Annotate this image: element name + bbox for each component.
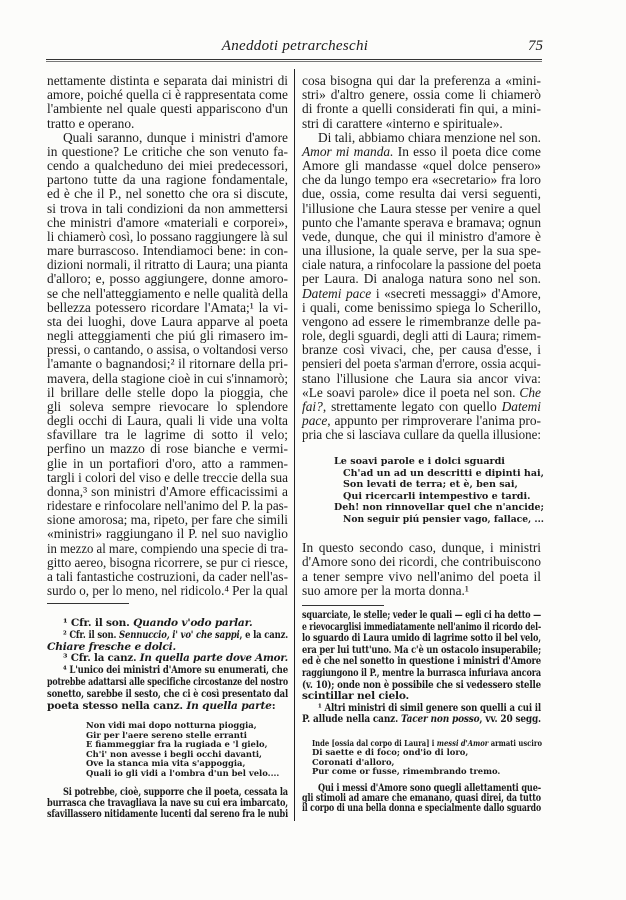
text-segment: scintillar nel cielo. <box>302 690 410 703</box>
text-line <box>86 749 262 759</box>
italic-title: messi d'Amor <box>436 738 489 748</box>
text-segment: gli soleva sempre rievocare lo splendore <box>47 398 288 414</box>
text-segment: li chiamerò così, lo possano raggiungere là sul <box>47 228 288 244</box>
text-line <box>302 427 549 443</box>
text-segment: Qui i messi d'Amore sono quegli allettamenti que- <box>318 782 541 794</box>
text-segment: il brillare delle stelle dopo la pioggia, che <box>47 384 288 400</box>
line-text <box>47 808 288 820</box>
text-segment: Di tali, abbiamo chiara menzione nel son. <box>318 129 541 145</box>
text-segment: a tali fantastiche costruzioni, da cader nell'as- <box>47 568 288 584</box>
line-text <box>302 679 541 691</box>
text-segment: , appunto per rimproverare l'anima pro- <box>327 413 541 429</box>
line-text <box>302 583 469 599</box>
text-segment: In questo secondo caso, dunque, i ministri <box>302 540 541 555</box>
line-text <box>302 427 541 443</box>
text-segment: Coronati d'alloro, <box>312 756 395 767</box>
text-segment: che da lungo tempo era «secretario» fra loro <box>302 172 541 188</box>
line-text <box>63 617 252 629</box>
line-text <box>47 700 275 712</box>
text-segment: stano l'illusione che Laura sia ancor viva: <box>302 370 541 386</box>
line-text <box>86 749 262 759</box>
text-segment: mare burrascoso. Intendiamoci bene: in con- <box>47 243 288 259</box>
text-segment: il corpo di una bella donna e specialmente dallo sguardo <box>302 802 541 815</box>
line-text <box>63 652 288 664</box>
italic-title: fai? <box>302 398 323 414</box>
text-line <box>334 502 547 513</box>
text-segment: : <box>271 699 276 712</box>
line-text <box>302 632 541 644</box>
text-segment: Gir per l'aere sereno stelle erranti <box>86 729 247 740</box>
text-segment: surdo o, per lo meno, nel ridicolo.⁴ Per la qual <box>47 583 288 599</box>
text-segment: Ove la stanca mia vita s'appoggia, <box>86 758 246 769</box>
text-segment: nettamente distinta e separata dai ministri di <box>47 73 288 88</box>
text-line <box>302 621 626 633</box>
italic-title: Tacer non posso <box>400 713 480 726</box>
line-text <box>334 456 505 467</box>
italic-title: Chiare fresche e dolci. <box>47 640 176 653</box>
text-segment: sonetto, sarebbe il sesto, che ci è così presentato dal <box>47 687 288 700</box>
text-line <box>63 617 252 629</box>
text-segment: lo sguardo di Laura umido di lagrime sotto il bel velo, <box>302 632 541 645</box>
text-segment: ¹ Cfr. il son. <box>63 617 134 629</box>
text-line <box>302 655 600 667</box>
text-line <box>47 583 294 599</box>
text-line <box>343 468 545 479</box>
text-segment: e rievocarglisi immediatamente nell'animo il ricordo del- <box>302 620 541 633</box>
text-line <box>312 766 500 776</box>
text-segment: l'illusione che Laura stesse per venire a quel <box>302 200 541 216</box>
line-text <box>318 702 541 714</box>
text-segment: ¹ Altri ministri di simil genere son quelli a cui il <box>318 701 541 714</box>
text-segment: sfavillare tra le lagrime di sotto il velo; <box>47 427 288 443</box>
italic-title: Che <box>519 384 541 400</box>
text-segment: ed è che nel sonetto in questione i ministri d'Amore <box>302 655 541 668</box>
text-segment: targli i colori del viso e delle treccie della sua <box>47 469 288 485</box>
text-segment: donna,³ son ministri d'Amore efficacissimi a <box>47 483 288 499</box>
text-segment: glie in un portafiori d'oro, atto a rammen- <box>47 455 288 471</box>
text-segment: in questione? Le critiche che son venuto fa- <box>47 143 288 159</box>
running-header-title: Aneddoti petrarcheschi <box>221 38 369 54</box>
text-segment: Ch'ad un ad un descritti e dipinti hai, <box>343 467 544 479</box>
text-segment: partono tutte da una ragione fondamentale, <box>47 172 288 188</box>
text-segment: mavera, della stagione cioè in cui s'innamorò; <box>47 370 288 386</box>
italic-title: In quella parte <box>186 699 272 712</box>
text-segment: l'amante o bagnandosi;² il ritornare della pri- <box>47 356 288 372</box>
text-segment: di fronte a quelli considerati fin qui, a mini- <box>302 101 541 117</box>
text-line <box>318 702 593 714</box>
text-segment: ed è che il P., nel sonetto che ora si discute, <box>47 186 288 202</box>
text-line <box>343 514 554 525</box>
text-segment: Non seguir piú pensier vago, fallace, ... <box>343 513 544 525</box>
line-text <box>302 802 541 814</box>
text-segment: role, degli sguardi, degli atti di Laura; rimem- <box>302 328 541 344</box>
text-line <box>302 690 409 702</box>
text-line <box>302 667 615 679</box>
text-line <box>343 479 518 490</box>
text-segment: punto che l'amante sperava e bramava; ognun <box>302 214 541 230</box>
text-segment: pria che si lasciava cullare da quella illusione: <box>302 427 541 443</box>
line-text <box>302 655 541 667</box>
text-line <box>86 739 268 749</box>
line-text <box>86 730 247 740</box>
line-text <box>302 713 541 725</box>
text-segment: «Le soavi parole» dice il poeta nel son. <box>302 384 520 400</box>
text-line <box>302 802 626 814</box>
text-line <box>302 632 611 644</box>
text-segment: stri» d'altro genere, ossia come li chiamerò <box>302 87 541 103</box>
text-line <box>302 713 585 725</box>
text-segment: pensieri del poeta s'arman d'errore, ossia acqui- <box>302 356 541 372</box>
line-text <box>47 641 176 653</box>
text-line <box>47 700 275 712</box>
italic-title: Datemi pace <box>302 285 372 301</box>
text-segment: dizioni normali, il ritratto di Laura; una pianta <box>47 257 288 273</box>
line-text <box>302 609 541 621</box>
text-segment: potrebbe adattarsi alle specifiche circostanze del nostro <box>47 676 288 688</box>
italic-title: Sennuccio, i' vo' che sappi <box>119 628 240 641</box>
page-number: 75 <box>528 38 543 54</box>
text-segment: P. allude nella canz. <box>302 713 401 726</box>
text-segment: , strettamente legato con quello <box>322 398 502 414</box>
text-segment: pressi, o cantando, o assisa, o voltandosi verso <box>47 342 288 358</box>
line-text <box>343 491 531 502</box>
text-segment: tratto e operano. <box>47 115 135 131</box>
text-segment: cosa bisogna qui dar la preferenza a «mini- <box>302 73 541 88</box>
column-divider <box>294 69 295 821</box>
line-text <box>86 720 257 730</box>
text-segment: Quali io gli vidi a l'ombra d'un bel velo.... <box>86 768 280 778</box>
text-segment: Qui ricercarli intempestivo e tardi. <box>343 490 531 502</box>
text-line <box>302 583 469 599</box>
text-segment: per Laura. Di analoga natura sono nel son. <box>302 271 541 287</box>
italic-title: pace <box>302 413 328 429</box>
text-segment: , vv. 20 segg. <box>479 713 541 726</box>
text-segment: E fiammeggiar fra la rugiada e 'l gielo, <box>86 739 268 750</box>
text-segment: se che nell'atteggiamento e nelle qualità della <box>47 285 288 301</box>
line-text <box>302 621 541 633</box>
text-segment: ² Cfr. il son. <box>63 628 120 641</box>
line-text <box>343 479 518 490</box>
line-text <box>47 583 288 599</box>
line-text <box>302 644 541 656</box>
text-segment: i «secreti messaggi» d'Amore, <box>371 285 541 301</box>
text-segment: , e la canz. <box>239 628 288 641</box>
text-segment: ridestare e rinfocolare nell'animo del P. la pas- <box>47 498 288 514</box>
line-text <box>86 768 279 778</box>
text-segment: sione amorosa; ma, ripeto, per fare che simili <box>47 512 288 528</box>
text-segment: ciale natura, a rinfocolare la passione del poeta <box>302 257 541 273</box>
line-text <box>343 514 544 525</box>
text-line <box>86 730 247 740</box>
text-line <box>63 652 295 664</box>
line-text <box>86 758 245 768</box>
text-segment: vengono ad essere le rimembranze delle pa- <box>302 313 541 329</box>
text-segment: due, ossia, come resulta dai versi seguenti, <box>302 186 541 202</box>
footnote-rule-left <box>47 603 129 604</box>
text-segment: perfino un mazzo di rose bianche e vermi- <box>47 441 288 457</box>
text-segment: «ministri» raggiungano il P. nel suo naviglio <box>47 526 288 542</box>
text-line <box>302 644 605 656</box>
text-segment: branze così vivaci, che, per causa d'esse, i <box>302 342 541 358</box>
text-segment: Inde [ossia dal corpo di Laura] i <box>312 738 437 748</box>
text-segment: l'ambiente nel quale questi appariscono d'un <box>47 101 288 117</box>
footnote-rule-right <box>302 605 384 606</box>
line-text <box>343 468 544 479</box>
line-text <box>47 688 288 700</box>
text-segment: burrasca che travagliava la nave su cui era imbarcato, <box>47 797 288 809</box>
text-segment: poeta stesso nella canz. <box>47 699 187 712</box>
italic-title: Quando v'odo parlar. <box>133 617 253 629</box>
italic-title: In quella parte dove Amor. <box>139 652 288 665</box>
text-line <box>86 720 257 730</box>
text-segment: amore, poiché quella ci è rappresentata come <box>47 87 288 103</box>
text-segment: d'Amore sono dei ricordi, che contribuiscono <box>302 554 541 570</box>
text-segment: a tener sempre vivo nell'animo del poeta il <box>302 568 541 584</box>
line-text <box>63 629 288 641</box>
text-segment: gitto aereo, bisogna ricorrere, se pur ci riesce, <box>47 554 288 570</box>
text-segment: Ch'i' non avesse i begli occhi davanti, <box>86 748 262 759</box>
text-line <box>86 768 279 778</box>
text-line <box>86 758 245 768</box>
text-segment: armati usciro <box>488 738 542 748</box>
line-text <box>334 502 544 513</box>
text-line <box>47 641 176 653</box>
text-segment: vede, dunque, che qui il ministro d'amore è <box>302 228 541 244</box>
text-segment: ³ Cfr. la canz. <box>63 652 140 665</box>
text-segment: che ministri d'amore «materiali e corporei», <box>47 214 288 230</box>
line-text <box>63 664 288 676</box>
text-segment: una illusione, la quale serve, per la sua spe- <box>302 243 541 259</box>
text-segment: d'alloro; e, posso aggiungere, donne amoro- <box>47 271 288 287</box>
text-segment: Di saette e di foco; ond'io di loro, <box>312 747 469 758</box>
line-text <box>47 676 288 688</box>
text-segment: degli occhi di Laura, quali li vide una volta <box>47 413 288 429</box>
header-rule <box>46 59 542 62</box>
text-segment: stri di carattere «interno e spirituale». <box>302 115 503 131</box>
line-text <box>86 739 268 749</box>
text-line <box>334 456 505 467</box>
text-segment: si trova in tali condizioni da non ammettersi <box>47 200 288 216</box>
text-segment: Quali saranno, dunque i ministri d'amore <box>63 129 288 145</box>
text-segment: Non vidi mai dopo notturna pioggia, <box>86 720 257 730</box>
text-segment: In esso il poeta dice come <box>393 143 541 159</box>
text-segment: era per lui tutt'uno. Ma c'è un ostacolo insuperabile; <box>302 643 541 656</box>
text-segment: cendo a qualcheduno dei miei predecessori, <box>47 158 288 174</box>
line-text <box>302 690 409 702</box>
text-segment: sta dei luoghi, dove Laura apparve al poeta <box>47 313 288 329</box>
line-text <box>302 667 541 679</box>
text-segment: suo amore per la morta donna.¹ <box>302 582 469 598</box>
text-segment: raggiungono il P., mentre la burrasca infuriava ancora <box>302 667 541 679</box>
text-segment: bellezza potessero ricordare l'Amata;¹ la vi- <box>47 299 288 315</box>
text-segment: ⁴ L'unico dei ministri d'Amore su enumerati, che <box>63 664 288 677</box>
text-segment: i quali, come benissimo spiega lo Scherillo, <box>302 299 541 315</box>
text-line <box>302 679 594 691</box>
italic-title: Amor mi manda. <box>302 143 394 159</box>
text-segment: negli atteggiamenti che piú gli rimasero im- <box>47 328 288 344</box>
text-segment: Son levati de terra; et è, ben sai, <box>343 479 518 490</box>
text-segment: Amore gli mandasse «quel dolce pensero» <box>302 158 541 174</box>
text-segment: Deh! non rinnovellar quel che n'ancide; <box>334 502 544 513</box>
text-segment: Si potrebbe, cioè, supporre che il poeta, cessata la <box>63 786 288 798</box>
text-segment: sfavillassero nitidamente lucenti dal sereno fra le nubi <box>47 808 288 820</box>
text-segment: Le soavi parole e i dolci sguardi <box>334 456 505 467</box>
line-text <box>312 766 500 776</box>
text-segment: in mezzo al mare, compiendo una specie di tra- <box>47 540 288 556</box>
text-segment: Pur come or fusse, rimembrando tremo. <box>312 765 501 776</box>
text-line <box>63 664 342 676</box>
text-segment: gli stimoli ad amare che emanano, quasi direi, da tutto <box>302 792 541 805</box>
italic-title: Datemi <box>501 398 541 414</box>
text-segment: squarciate, le stelle; veder le quali — egli ci ha detto — <box>302 609 541 621</box>
text-segment: (v. 10); onde non è possibile che si vedessero stelle <box>302 678 541 691</box>
text-line <box>343 491 531 502</box>
text-line <box>302 609 617 621</box>
